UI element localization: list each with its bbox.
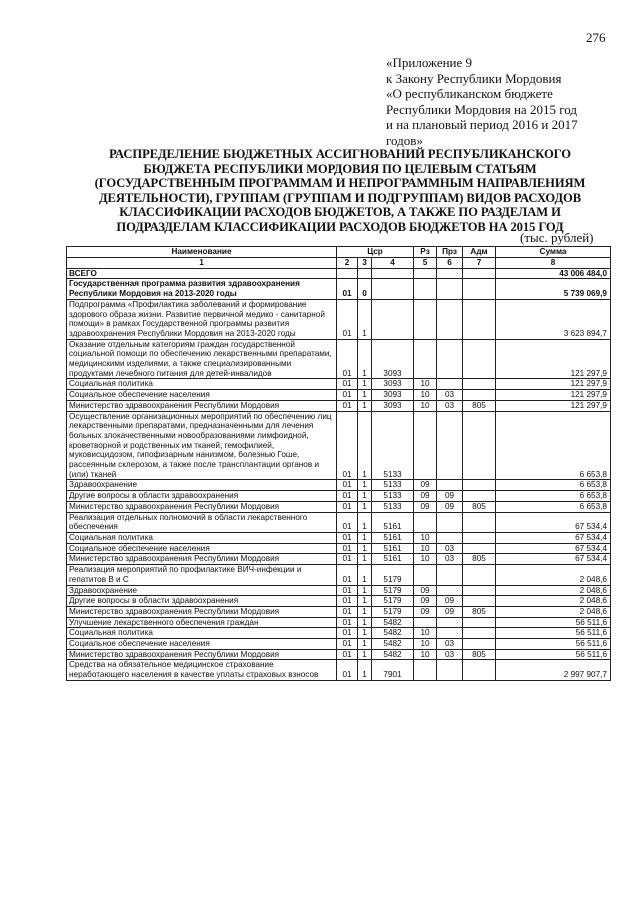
rz-code: 09 [414, 585, 437, 596]
rz-code [414, 299, 437, 339]
csr-subprogram: 1 [358, 480, 372, 491]
csr-program: 01 [337, 379, 358, 390]
csr-code: 5161 [372, 543, 414, 554]
prz-code [437, 660, 463, 680]
table-row [67, 491, 611, 502]
row-name: Социальное обеспечение населения [67, 639, 337, 650]
column-number: 3 [358, 258, 372, 269]
prz-code [437, 480, 463, 491]
rz-code [414, 411, 437, 480]
csr-subprogram: 1 [358, 400, 372, 411]
csr-subprogram: 1 [358, 491, 372, 502]
csr-code: 5482 [372, 639, 414, 650]
table-row [67, 501, 611, 512]
row-name: Министерство здравоохранения Республики Мордовия [67, 554, 337, 565]
row-sum: 67 534,4 [496, 543, 611, 554]
csr-subprogram: 1 [358, 617, 372, 628]
rz-code: 10 [414, 554, 437, 565]
row-sum: 5 739 069,9 [496, 279, 611, 299]
prz-code: 03 [437, 639, 463, 650]
csr-code: 3093 [372, 339, 414, 379]
adm-code: 805 [463, 400, 496, 411]
rz-code: 10 [414, 543, 437, 554]
csr-subprogram: 1 [358, 596, 372, 607]
rz-code: 10 [414, 639, 437, 650]
csr-program: 01 [337, 400, 358, 411]
rz-code: 09 [414, 501, 437, 512]
table-row [67, 400, 611, 411]
csr-program: 01 [337, 596, 358, 607]
header-csr: Цср [337, 247, 414, 258]
csr-code [372, 299, 414, 339]
row-sum: 6 653,8 [496, 480, 611, 491]
row-sum: 67 534,4 [496, 512, 611, 532]
row-name: Социальная политика [67, 628, 337, 639]
table-row [67, 649, 611, 660]
row-sum: 2 048,6 [496, 596, 611, 607]
adm-code [463, 639, 496, 650]
table-row [67, 379, 611, 390]
row-name: Оказание отдельным категориям граждан государственной социальной помощи по обеспечению лекарственными препаратами, медицинскими изделиями, а также специализированными продуктами лечебного питания для детей-инвалидов [67, 339, 337, 379]
title-line: БЮДЖЕТА РЕСПУБЛИКИ МОРДОВИЯ ПО ЦЕЛЕВЫМ СТАТЬЯМ [143, 161, 537, 176]
column-number: 4 [372, 258, 414, 269]
row-name: Министерство здравоохранения Республики Мордовия [67, 501, 337, 512]
csr-subprogram: 1 [358, 543, 372, 554]
prz-code: 09 [437, 501, 463, 512]
table-row [67, 279, 611, 299]
rz-code [414, 512, 437, 532]
adm-code [463, 390, 496, 401]
row-name: Другие вопросы в области здравоохранения [67, 596, 337, 607]
title-line: КЛАССИФИКАЦИИ РАСХОДОВ БЮДЖЕТОВ, А ТАКЖЕ ПО РАЗДЕЛАМ И [119, 205, 561, 220]
rz-code: 09 [414, 606, 437, 617]
rz-code [414, 279, 437, 299]
row-name: Подпрограмма «Профилактика заболеваний и формирование здорового образа жизни. Развитие первичной медико - санитарной помощи» в рамках Государственной программы развития здравоохранения Республики Мордовия на 2013-2020 годы [67, 299, 337, 339]
appendix-note [386, 55, 626, 148]
rz-code: 10 [414, 649, 437, 660]
table-row [67, 617, 611, 628]
csr-subprogram: 1 [358, 339, 372, 379]
csr-subprogram: 1 [358, 532, 372, 543]
rz-code [414, 339, 437, 379]
adm-code: 805 [463, 554, 496, 565]
csr-code: 5133 [372, 491, 414, 502]
row-sum: 67 534,4 [496, 532, 611, 543]
adm-code [463, 480, 496, 491]
row-sum: 121 297,9 [496, 379, 611, 390]
prz-code: 09 [437, 491, 463, 502]
csr-code: 3093 [372, 390, 414, 401]
csr-program: 01 [337, 279, 358, 299]
csr-subprogram: 1 [358, 565, 372, 585]
csr-subprogram: 1 [358, 379, 372, 390]
rz-code: 10 [414, 400, 437, 411]
prz-code: 03 [437, 400, 463, 411]
csr-code: 5161 [372, 532, 414, 543]
adm-code [463, 339, 496, 379]
csr-program: 01 [337, 565, 358, 585]
adm-code [463, 617, 496, 628]
csr-subprogram: 1 [358, 639, 372, 650]
csr-code: 5179 [372, 585, 414, 596]
csr-subprogram: 1 [358, 554, 372, 565]
title-line: ДЕЯТЕЛЬНОСТИ), ГРУППАМ (ГРУППАМ И ПОДГРУППАМ) ВИДОВ РАСХОДОВ [98, 190, 582, 205]
column-number-row [67, 258, 611, 269]
csr-program: 01 [337, 339, 358, 379]
row-name: Государственная программа развития здравоохранения Республики Мордовия на 2013-2020 годы [67, 279, 337, 299]
csr-program: 01 [337, 606, 358, 617]
adm-code [463, 628, 496, 639]
header-name: Наименование [67, 247, 337, 258]
row-sum: 56 511,6 [496, 649, 611, 660]
adm-code [463, 512, 496, 532]
csr-subprogram: 1 [358, 649, 372, 660]
rz-code [414, 660, 437, 680]
prz-code [437, 532, 463, 543]
header-rz: Рз [414, 247, 437, 258]
csr-program: 01 [337, 532, 358, 543]
prz-code [437, 565, 463, 585]
row-sum: 6 653,8 [496, 411, 611, 480]
csr-program: 01 [337, 639, 358, 650]
row-sum: 121 297,9 [496, 400, 611, 411]
row-sum: 56 511,6 [496, 628, 611, 639]
csr-program: 01 [337, 554, 358, 565]
prz-code: 03 [437, 543, 463, 554]
table-row [67, 543, 611, 554]
row-sum: 121 297,9 [496, 339, 611, 379]
adm-code [463, 596, 496, 607]
table-row [67, 339, 611, 379]
row-name: Социальное обеспечение населения [67, 543, 337, 554]
page-number: 276 [586, 30, 606, 45]
csr-code: 5161 [372, 512, 414, 532]
table-body [67, 268, 611, 680]
row-sum: 6 653,8 [496, 491, 611, 502]
table-row [67, 512, 611, 532]
row-name: Здравоохранение [67, 480, 337, 491]
csr-subprogram: 1 [358, 501, 372, 512]
title-line: ПОДРАЗДЕЛАМ КЛАССИФИКАЦИИ РАСХОДОВ БЮДЖЕТОВ НА 2015 ГОД [116, 219, 564, 234]
rz-code: 10 [414, 390, 437, 401]
row-sum: 56 511,6 [496, 639, 611, 650]
prz-code: 09 [437, 606, 463, 617]
adm-code: 805 [463, 606, 496, 617]
prz-code [437, 512, 463, 532]
csr-program [337, 268, 358, 279]
row-name: Реализация мероприятий по профилактике ВИЧ-инфекции и гепатитов В и С [67, 565, 337, 585]
row-name: Министерство здравоохранения Республики Мордовия [67, 400, 337, 411]
adm-code [463, 532, 496, 543]
table-row [67, 585, 611, 596]
prz-code: 03 [437, 554, 463, 565]
csr-program: 01 [337, 617, 358, 628]
table-row [67, 606, 611, 617]
csr-subprogram: 1 [358, 512, 372, 532]
column-number: 2 [337, 258, 358, 269]
prz-code [437, 268, 463, 279]
rz-code: 09 [414, 480, 437, 491]
row-name: Министерство здравоохранения Республики Мордовия [67, 606, 337, 617]
csr-program: 01 [337, 512, 358, 532]
adm-code [463, 491, 496, 502]
csr-code [372, 279, 414, 299]
table-row [67, 480, 611, 491]
appendix-line: к Закону Республики Мордовия [386, 70, 562, 86]
column-number: 8 [496, 258, 611, 269]
column-number: 7 [463, 258, 496, 269]
csr-code: 5482 [372, 628, 414, 639]
prz-code: 09 [437, 596, 463, 607]
row-name: Министерство здравоохранения Республики Мордовия [67, 649, 337, 660]
table-row [67, 554, 611, 565]
csr-program: 01 [337, 480, 358, 491]
rz-code [414, 268, 437, 279]
table-row [67, 628, 611, 639]
csr-subprogram: 1 [358, 585, 372, 596]
csr-code: 3093 [372, 379, 414, 390]
rz-code: 10 [414, 628, 437, 639]
rz-code: 10 [414, 532, 437, 543]
adm-code: 805 [463, 649, 496, 660]
csr-program: 01 [337, 390, 358, 401]
row-name: Социальная политика [67, 532, 337, 543]
budget-table [66, 246, 611, 681]
table-row [67, 532, 611, 543]
csr-code: 5482 [372, 649, 414, 660]
csr-code: 5179 [372, 606, 414, 617]
csr-program: 01 [337, 411, 358, 480]
rz-code [414, 565, 437, 585]
table-row [67, 411, 611, 480]
csr-program: 01 [337, 660, 358, 680]
csr-subprogram: 1 [358, 411, 372, 480]
prz-code [437, 628, 463, 639]
row-name: ВСЕГО [67, 268, 337, 279]
prz-code [437, 379, 463, 390]
csr-subprogram: 1 [358, 660, 372, 680]
adm-code [463, 279, 496, 299]
unit-label: (тыс. рублей) [520, 230, 594, 245]
header-sum: Сумма [496, 247, 611, 258]
adm-code [463, 411, 496, 480]
row-name: Социальная политика [67, 379, 337, 390]
row-sum: 121 297,9 [496, 390, 611, 401]
row-name: Реализация отдельных полномочий в области лекарственного обеспечения [67, 512, 337, 532]
csr-subprogram: 1 [358, 606, 372, 617]
table-row [67, 596, 611, 607]
csr-program: 01 [337, 491, 358, 502]
adm-code [463, 379, 496, 390]
row-name: Средства на обязательное медицинское страхование неработающего населения в качестве уплаты страховых взносов [67, 660, 337, 680]
adm-code [463, 565, 496, 585]
prz-code [437, 339, 463, 379]
column-number: 6 [437, 258, 463, 269]
row-sum: 6 653,8 [496, 501, 611, 512]
prz-code [437, 617, 463, 628]
row-name: Здравоохранение [67, 585, 337, 596]
row-sum: 2 997 907,7 [496, 660, 611, 680]
header-adm: Адм [463, 247, 496, 258]
csr-code: 5482 [372, 617, 414, 628]
csr-code: 5133 [372, 411, 414, 480]
adm-code [463, 543, 496, 554]
appendix-line: годов» [386, 132, 423, 148]
row-sum: 2 048,6 [496, 585, 611, 596]
table-row [67, 268, 611, 279]
csr-code: 5161 [372, 554, 414, 565]
row-sum: 2 048,6 [496, 606, 611, 617]
prz-code: 03 [437, 649, 463, 660]
prz-code [437, 585, 463, 596]
csr-program: 01 [337, 649, 358, 660]
table-row [67, 660, 611, 680]
prz-code [437, 279, 463, 299]
csr-program: 01 [337, 543, 358, 554]
csr-code: 5133 [372, 480, 414, 491]
appendix-line: «Приложение 9 [386, 55, 473, 70]
appendix-line: «О республиканском бюджете [386, 86, 553, 101]
row-name: Социальное обеспечение населения [67, 390, 337, 401]
prz-code [437, 411, 463, 480]
rz-code [414, 617, 437, 628]
csr-code: 5133 [372, 501, 414, 512]
csr-code: 7901 [372, 660, 414, 680]
row-name: Осуществление организационных мероприятий по обеспечению лиц лекарственными препаратами, предназначенными для лечения больных злокачественными новообразованиями лимфоидной, кроветворной и родственных им тканей, гемофилией, муковисцидозом, гипофизарным нанизмом, болезнью Гоше, рассеянным склерозом, а также после трансплантации органов и (или) тканей [67, 411, 337, 480]
adm-code [463, 660, 496, 680]
title-line: (ГОСУДАРСТВЕННЫМ ПРОГРАММАМ И НЕПРОГРАММНЫМ НАПРАВЛЕНИЯМ [94, 176, 586, 191]
prz-code [437, 299, 463, 339]
column-number: 1 [67, 258, 337, 269]
csr-program: 01 [337, 299, 358, 339]
csr-subprogram: 1 [358, 628, 372, 639]
rz-code: 09 [414, 596, 437, 607]
title-line: РАСПРЕДЕЛЕНИЕ БЮДЖЕТНЫХ АССИГНОВАНИЙ РЕСПУБЛИКАНСКОГО [109, 147, 571, 161]
prz-code: 03 [437, 390, 463, 401]
header-prz: Прз [437, 247, 463, 258]
adm-code [463, 299, 496, 339]
appendix-line: и на плановый период 2016 и 2017 [386, 117, 578, 132]
csr-program: 01 [337, 585, 358, 596]
csr-code [372, 268, 414, 279]
csr-code: 3093 [372, 400, 414, 411]
document-title [60, 147, 620, 235]
row-name: Улучшение лекарственного обеспечения граждан [67, 617, 337, 628]
table-row [67, 639, 611, 650]
row-sum: 2 048,6 [496, 565, 611, 585]
appendix-line: Республики Мордовия на 2015 год [386, 101, 577, 117]
csr-subprogram: 0 [358, 279, 372, 299]
table-row [67, 565, 611, 585]
adm-code: 805 [463, 501, 496, 512]
csr-subprogram: 1 [358, 390, 372, 401]
row-sum: 3 623 894,7 [496, 299, 611, 339]
header-row [67, 247, 611, 258]
rz-code: 10 [414, 379, 437, 390]
adm-code [463, 268, 496, 279]
rz-code: 09 [414, 491, 437, 502]
adm-code [463, 585, 496, 596]
csr-subprogram: 1 [358, 299, 372, 339]
row-sum: 43 006 484,0 [496, 268, 611, 279]
csr-program: 01 [337, 628, 358, 639]
table-row [67, 390, 611, 401]
row-sum: 67 534,4 [496, 554, 611, 565]
csr-code: 5179 [372, 565, 414, 585]
column-number: 5 [414, 258, 437, 269]
csr-subprogram [358, 268, 372, 279]
csr-program: 01 [337, 501, 358, 512]
csr-code: 5179 [372, 596, 414, 607]
row-sum: 56 511,6 [496, 617, 611, 628]
table-row [67, 299, 611, 339]
row-name: Другие вопросы в области здравоохранения [67, 491, 337, 502]
